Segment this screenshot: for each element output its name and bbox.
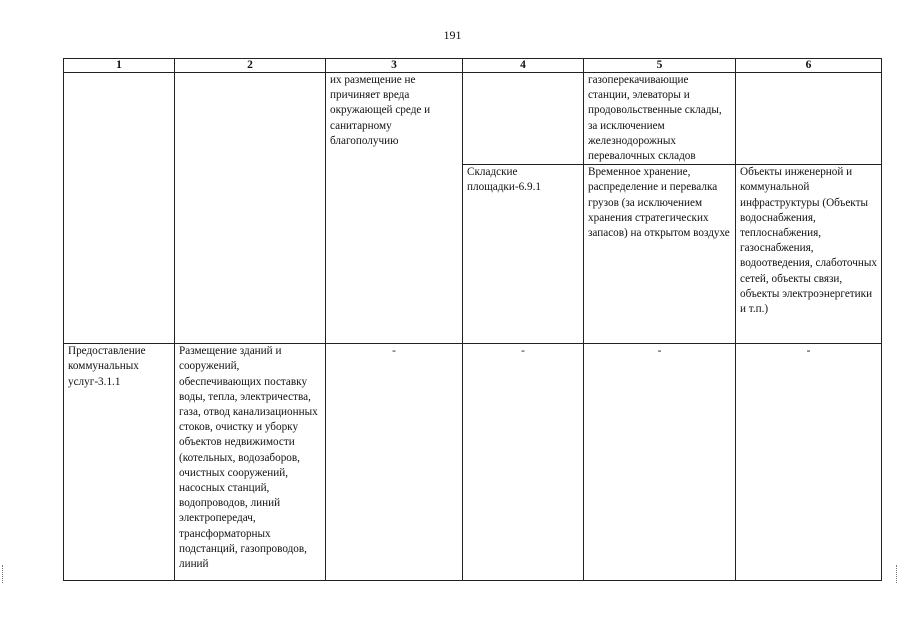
empty-dash: - xyxy=(657,345,662,358)
use-type-code-text: Предоставление коммунальных услуг-3.1.1 xyxy=(68,345,146,388)
scan-edge-mark xyxy=(896,565,901,583)
table-cell-r1-c4 xyxy=(463,73,584,165)
empty-dash: - xyxy=(521,345,525,358)
use-description-text: Размещение зданий и сооружений, обеспечивающих поставку воды, тепла, электричества, газа, отвод канализационных стоков, очистку и уборку объектов недвижимости (котельных, водозаборов, очистных сооружений, насосных станций, водопроводов, линий электропередач, трансформаторных подстанций, газопроводов, линий xyxy=(179,345,318,571)
table-cell-r1-c5 xyxy=(584,73,736,165)
use-description-text: газоперекачивающие станции, элеваторы и продовольственные склады, за исключением железнодорожных перевалочных складов xyxy=(588,74,722,163)
infrastructure-objects-text: Объекты инженерной и коммунальной инфраструктуры (Объекты водоснабжения, теплоснабжения, газоснабжения, водоотведения, слаботочных сетей, объекты связи, объекты электроэнергетики и т.п.) xyxy=(740,166,877,316)
use-description-text: Временное хранение, распределение и перевалка грузов (за исключением хранения стратегических запасов) на открытом воздухе xyxy=(588,166,730,240)
empty-dash: - xyxy=(806,345,811,358)
table-cell-r1-c3 xyxy=(326,73,463,344)
table-cell-r1-c1 xyxy=(64,73,175,344)
use-type-code-text: Складские площадки-6.9.1 xyxy=(467,166,541,194)
column-header-2: 2 xyxy=(175,59,326,73)
table-cell-r1-c6 xyxy=(736,73,882,165)
table-row xyxy=(64,344,882,581)
table-cell-r3-c6 xyxy=(736,344,882,581)
column-header-1: 1 xyxy=(64,59,175,73)
column-header-3: 3 xyxy=(326,59,463,73)
page-number: 191 xyxy=(443,28,462,42)
permitted-use-conditions-text: их размещение не причиняет вреда окружающей среде и санитарному благополучию xyxy=(330,74,431,147)
table-cell-r3-c4 xyxy=(463,344,584,581)
table-row xyxy=(64,73,882,165)
table-cell-r3-c3 xyxy=(326,344,463,581)
column-header-5: 5 xyxy=(584,59,736,73)
column-header-6: 6 xyxy=(736,59,882,73)
document-table xyxy=(63,58,882,581)
table-cell-r3-c1 xyxy=(64,344,175,581)
empty-dash: - xyxy=(392,345,396,358)
table-cell-r2-c6 xyxy=(736,165,882,344)
scan-edge-mark xyxy=(2,565,7,583)
table-cell-r2-c4 xyxy=(463,165,584,344)
column-header-4: 4 xyxy=(463,59,584,73)
header-row xyxy=(64,59,882,73)
table-cell-r3-c5 xyxy=(584,344,736,581)
table-cell-r1-c2 xyxy=(175,73,326,344)
table-cell-r2-c5 xyxy=(584,165,736,344)
table-cell-r3-c2 xyxy=(175,344,326,581)
